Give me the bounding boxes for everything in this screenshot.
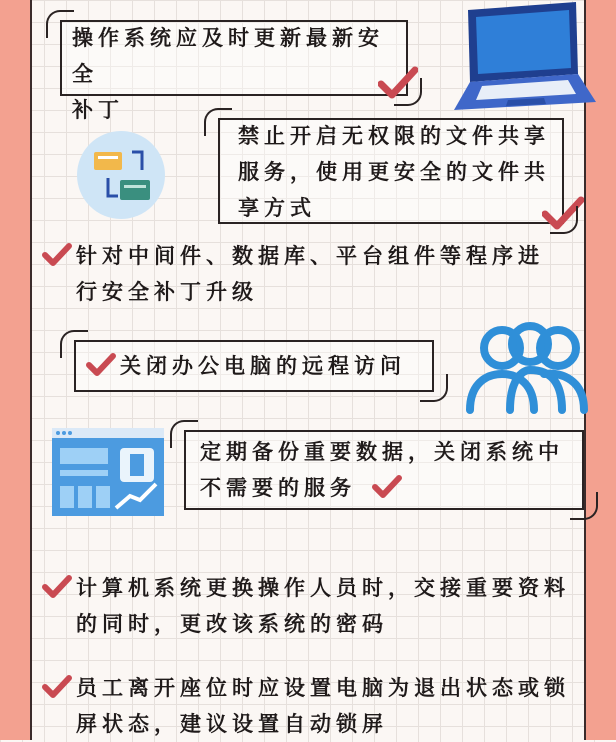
tip-3-line-1: 针对中间件、数据库、平台组件等程序进 (76, 244, 544, 268)
tip-4-text: 关闭办公电脑的远程访问 (120, 354, 406, 378)
tip-7-line-2: 屏状态，建议设置自动锁屏 (76, 712, 388, 736)
checkmark-icon (378, 66, 418, 100)
tip-frame-5 (184, 430, 584, 510)
tip-frame-4 (74, 340, 434, 392)
tip-6-line-2: 的同时，更改该系统的密码 (76, 612, 388, 636)
tip-frame-1 (60, 20, 408, 122)
tip-7 (42, 670, 602, 740)
tip-5-line-1: 定期备份重要数据，关闭系统中 (200, 440, 564, 464)
tip-3 (42, 238, 592, 318)
tip-6-line-1: 计算机系统更换操作人员时，交接重要资料 (76, 576, 570, 600)
checkmark-icon (42, 574, 72, 600)
laptop-icon (448, 2, 598, 116)
left-border (0, 0, 32, 740)
tip-2-line-3: 享方式 (238, 196, 316, 220)
checkmark-icon (542, 196, 584, 232)
tip-2-line-2: 服务，使用更安全的文件共 (238, 160, 550, 184)
tip-5-line-2: 不需要的服务 (200, 476, 356, 500)
users-icon (462, 322, 592, 418)
file-transfer-icon (76, 130, 166, 224)
tip-2-line-1: 禁止开启无权限的文件共享 (238, 124, 550, 148)
dashboard-chart-icon (52, 428, 164, 520)
tip-6 (42, 570, 602, 650)
checkmark-icon (42, 242, 72, 268)
tip-frame-2 (218, 118, 564, 224)
checkmark-icon (86, 352, 116, 378)
checkmark-icon (42, 674, 72, 700)
tip-7-line-1: 员工离开座位时应设置电脑为退出状态或锁 (76, 676, 570, 700)
tip-3-line-2: 行安全补丁升级 (76, 280, 258, 304)
tip-1-line-2: 补丁 (72, 98, 124, 122)
tip-1-line-1: 操作系统应及时更新最新安全 (72, 26, 384, 86)
checkmark-icon (372, 474, 402, 500)
